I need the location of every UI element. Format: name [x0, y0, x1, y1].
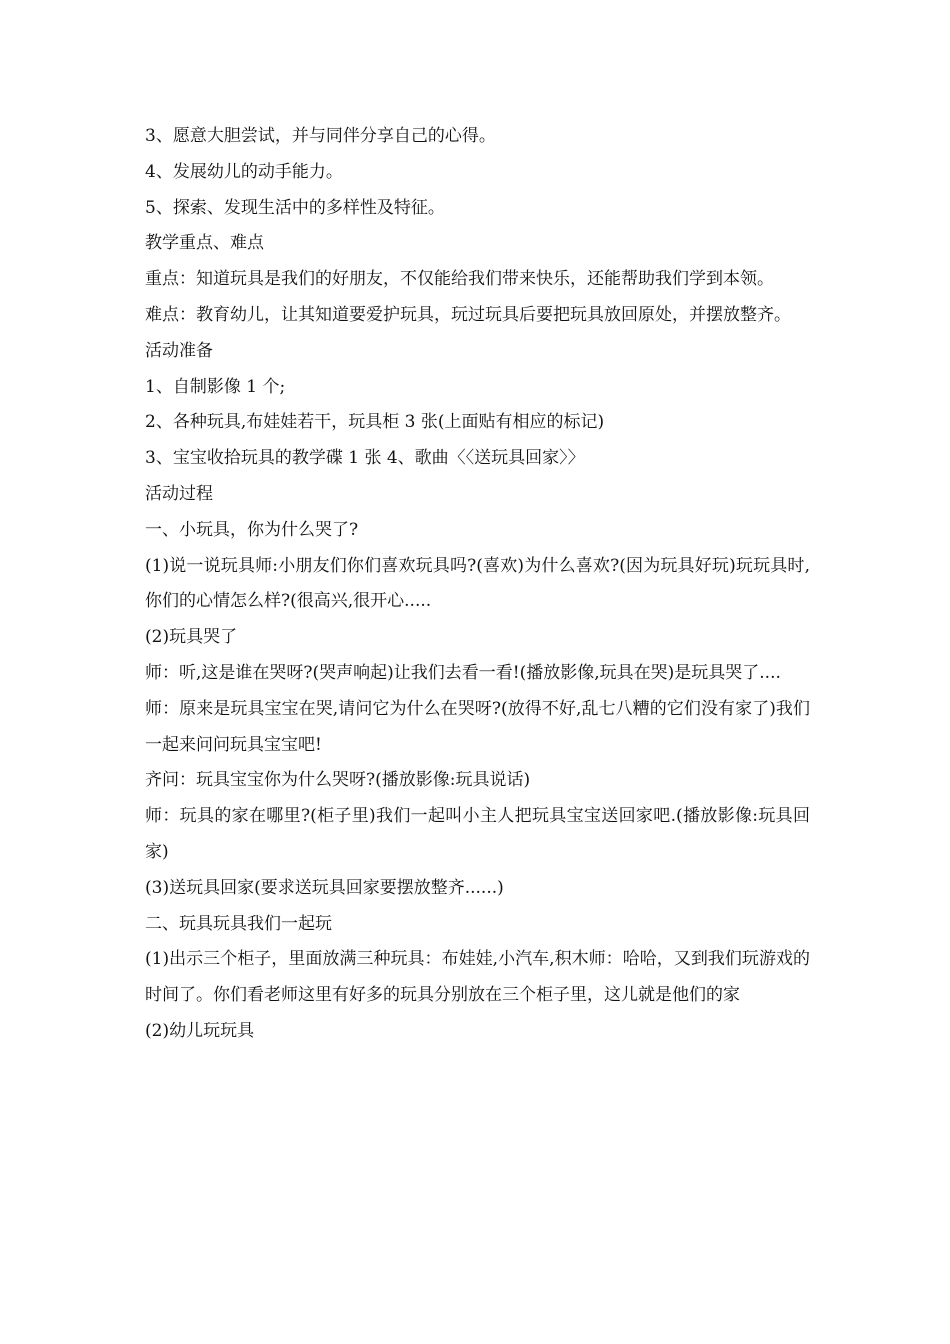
paragraph-group-ask: 齐问：玩具宝宝你为什么哭呀?(播放影像:玩具说话)	[145, 770, 531, 791]
paragraph-step-1: (1)说一说玩具师:小朋友们你们喜欢玩具吗?(喜欢)为什么喜欢?(因为玩具好玩)玩玩具时,你们的心情怎么样?(很高兴,很开心.....	[145, 555, 810, 612]
paragraph-goal-3: 3、愿意大胆尝试，并与同伴分享自己的心得。	[145, 126, 496, 146]
paragraph-prep-3: 3、宝宝收拾玩具的教学碟 1 张 4、歌曲〈〈送玩具回家〉〉	[145, 448, 585, 469]
heading-preparation: 活动准备	[145, 340, 213, 361]
paragraph-children-play: (2)幼儿玩玩具	[145, 1020, 255, 1041]
paragraph-step-3: (3)送玩具回家(要求送玩具回家要摆放整齐......)	[145, 877, 504, 898]
heading-key-points: 教学重点、难点	[145, 233, 264, 254]
paragraph-teacher-2: 师：原来是玩具宝宝在哭,请问它为什么在哭呀?(放得不好,乱七八糟的它们没有家了)我们一起来问问玩具宝宝吧!	[145, 698, 810, 755]
paragraph-prep-1: 1、自制影像 1 个;	[145, 376, 286, 397]
heading-section-1: 一、小玩具，你为什么哭了?	[145, 519, 359, 540]
paragraph-goal-5: 5、探索、发现生活中的多样性及特征。	[145, 197, 445, 218]
paragraph-teacher-1: 师：听,这是谁在哭呀?(哭声响起)让我们去看一看!(播放影像,玩具在哭)是玩具哭了....	[145, 662, 781, 683]
paragraph-teacher-3: 师：玩具的家在哪里?(柜子里)我们一起叫小主人把玩具宝宝送回家吧.(播放影像:玩具回家)	[145, 806, 810, 862]
paragraph-prep-2: 2、各种玩具,布娃娃若干，玩具柜 3 张(上面贴有相应的标记)	[145, 412, 605, 433]
heading-process: 活动过程	[145, 483, 213, 504]
paragraph-key-point: 重点：知道玩具是我们的好朋友，不仅能给我们带来快乐，还能帮助我们学到本领。	[145, 269, 774, 290]
paragraph-show-cabinets: (1)出示三个柜子，里面放满三种玩具：布娃娃,小汽车,积木师：哈哈，又到我们玩游戏的时间了。你们看老师这里有好多的玩具分别放在三个柜子里，这儿就是他们的家	[145, 949, 810, 1006]
paragraph-step-2: (2)玩具哭了	[145, 627, 238, 648]
paragraph-goal-4: 4、发展幼儿的动手能力。	[145, 161, 343, 182]
paragraph-difficult-point: 难点：教育幼儿，让其知道要爱护玩具，玩过玩具后要把玩具放回原处，并摆放整齐。	[145, 304, 791, 325]
heading-section-2: 二、玩具玩具我们一起玩	[145, 913, 332, 934]
document-body	[145, 119, 810, 1050]
